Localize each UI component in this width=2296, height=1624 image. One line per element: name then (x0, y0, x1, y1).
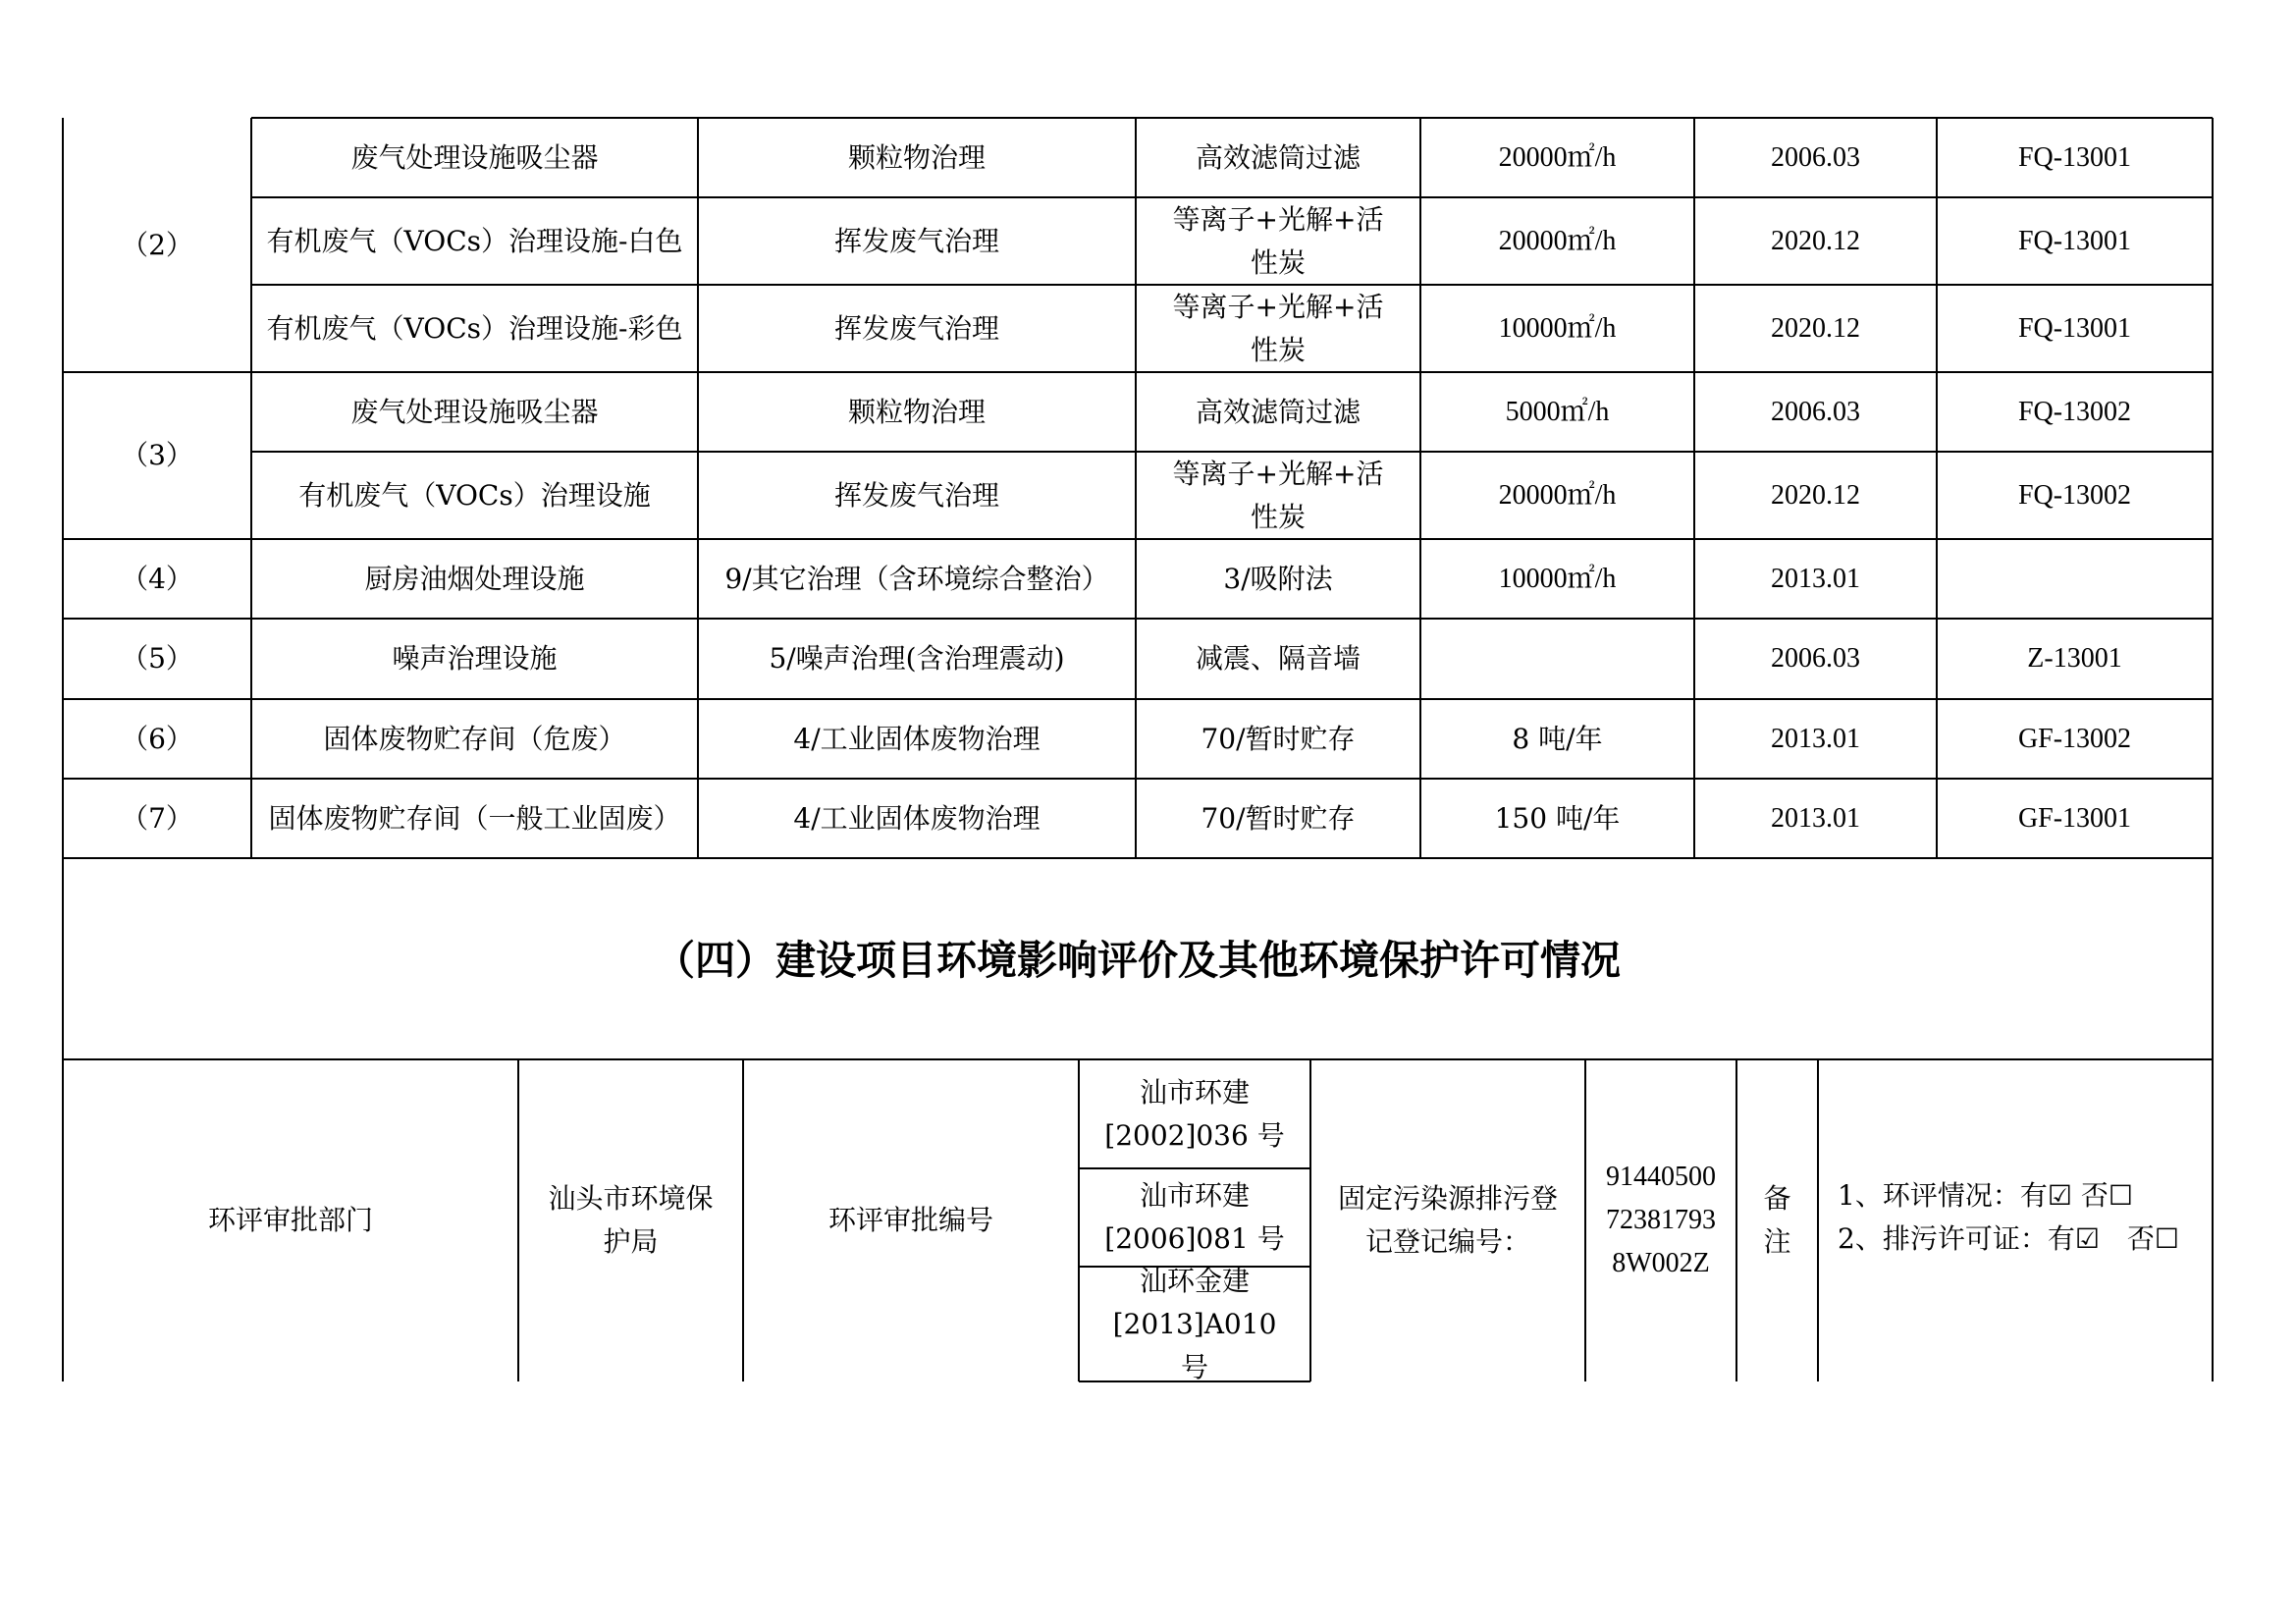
treatment-process: 高效滤筒过滤 (1195, 140, 1361, 174)
remark-label: 备注 (1763, 1182, 1791, 1258)
eia-approval-number: 汕市环建[2002]036 号 (1104, 1075, 1285, 1152)
capacity: 5000㎡/h (1505, 396, 1610, 427)
treatment-type: 9/其它治理（含环境综合整治） (724, 562, 1109, 595)
eia-status-note: 1、环评情况：有☑ 否☐ (1838, 1179, 2133, 1212)
eia-dept-value: 汕头市环境保护局 (548, 1182, 714, 1258)
group-label-4: （4） (121, 562, 193, 595)
install-date: 2013.01 (1771, 802, 1860, 834)
install-date: 2006.03 (1771, 141, 1860, 173)
facility-name: 固体废物贮存间（危废） (323, 722, 626, 755)
group-label-5: （5） (121, 642, 193, 675)
treatment-type: 挥发废气治理 (833, 478, 999, 512)
remark-notes (1818, 1174, 2213, 1261)
install-date: 2013.01 (1771, 723, 1860, 754)
eia-dept-label: 环评审批部门 (207, 1204, 373, 1236)
facility-name: 有机废气（VOCs）治理设施-彩色 (266, 311, 683, 345)
treatment-process: 70/暂时贮存 (1201, 801, 1356, 835)
capacity: 10000㎡/h (1498, 563, 1617, 594)
eia-approval-number: 汕环金建[2013]A010 号 (1112, 1264, 1277, 1383)
group-label-6: （6） (121, 722, 193, 755)
treatment-process: 高效滤筒过滤 (1195, 395, 1361, 428)
eia-approval-number: 汕市环建[2006]081 号 (1104, 1179, 1285, 1255)
facility-name: 厨房油烟处理设施 (364, 562, 585, 595)
treatment-process: 3/吸附法 (1223, 562, 1333, 595)
treatment-process: 减震、隔音墙 (1195, 642, 1361, 675)
permit-status-note: 2、排污许可证：有☑ 否☐ (1838, 1222, 2180, 1255)
capacity: 20000㎡/h (1498, 479, 1617, 511)
facility-name: 废气处理设施吸尘器 (350, 140, 599, 174)
outlet-code: FQ-13002 (2017, 396, 2132, 427)
outlet-code: FQ-13001 (2017, 141, 2132, 173)
install-date: 2006.03 (1771, 396, 1860, 427)
registration-label: 固定污染源排污登记登记编号： (1337, 1182, 1558, 1258)
capacity: 10000㎡/h (1498, 312, 1617, 344)
treatment-process: 等离子+光解+活性炭 (1172, 290, 1384, 366)
install-date: 2020.12 (1771, 312, 1860, 344)
treatment-type: 挥发废气治理 (833, 311, 999, 345)
capacity (1420, 619, 1694, 699)
install-date: 2020.12 (1771, 225, 1860, 256)
treatment-type: 挥发废气治理 (833, 224, 999, 257)
outlet-code: GF-13001 (2017, 802, 2132, 834)
outlet-code: Z-13001 (2027, 643, 2122, 674)
group-label-7: （7） (121, 801, 193, 835)
eia-approval-label: 环评审批编号 (828, 1204, 993, 1236)
group-label-2: （2） (121, 228, 193, 261)
facility-name: 噪声治理设施 (392, 642, 558, 675)
registration-number: 91440500723817938W002Z (1606, 1162, 1716, 1278)
facility-name: 废气处理设施吸尘器 (350, 395, 599, 428)
outlet-code: FQ-13001 (2017, 225, 2132, 256)
install-date: 2013.01 (1771, 563, 1860, 594)
facility-name: 有机废气（VOCs）治理设施-白色 (266, 224, 683, 257)
install-date: 2020.12 (1771, 479, 1860, 511)
outlet-code: FQ-13002 (2017, 479, 2132, 511)
treatment-process: 等离子+光解+活性炭 (1172, 457, 1384, 533)
capacity: 20000㎡/h (1498, 141, 1617, 173)
treatment-process: 等离子+光解+活性炭 (1172, 202, 1384, 279)
outlet-code: FQ-13001 (2017, 312, 2132, 344)
treatment-type: 4/工业固体废物治理 (793, 801, 1041, 835)
install-date: 2006.03 (1771, 643, 1860, 674)
capacity: 20000㎡/h (1498, 225, 1617, 256)
treatment-type: 4/工业固体废物治理 (793, 722, 1041, 755)
treatment-type: 5/噪声治理(含治理震动) (769, 642, 1065, 675)
facility-name: 有机废气（VOCs）治理设施 (298, 478, 651, 512)
treatment-type: 颗粒物治理 (847, 140, 986, 174)
group-label-3: （3） (121, 439, 193, 471)
capacity: 150 吨/年 (1494, 801, 1621, 835)
facility-name: 固体废物贮存间（一般工业固废） (268, 801, 681, 835)
capacity: 8 吨/年 (1512, 722, 1603, 755)
outlet-code (1937, 539, 2213, 619)
outlet-code: GF-13002 (2017, 723, 2132, 754)
treatment-process: 70/暂时贮存 (1201, 722, 1356, 755)
treatment-type: 颗粒物治理 (847, 395, 986, 428)
section-title: （四）建设项目环境影响评价及其他环境保护许可情况 (655, 936, 1621, 984)
